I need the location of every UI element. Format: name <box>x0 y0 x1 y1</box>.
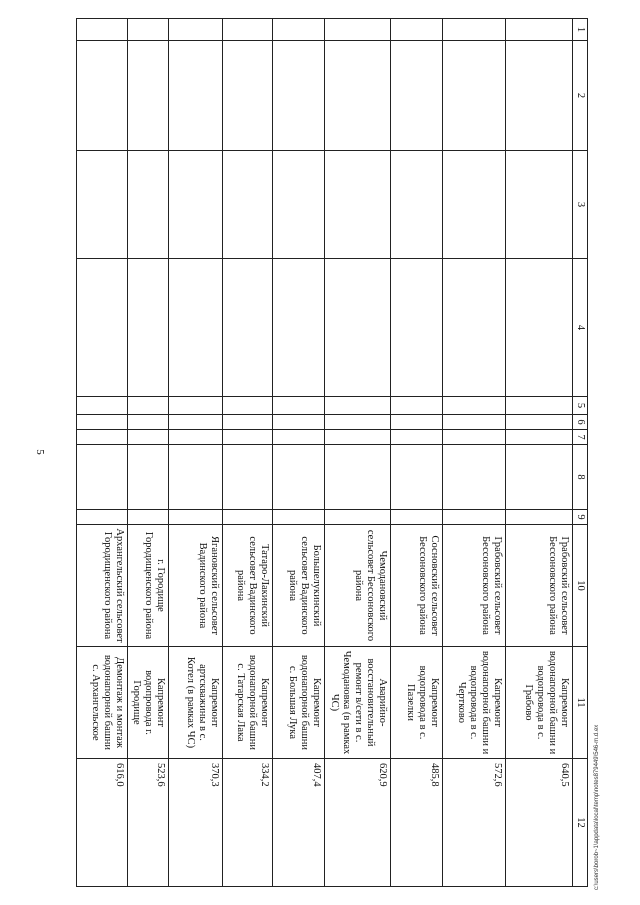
table-row <box>443 19 506 887</box>
table-row <box>127 19 168 887</box>
work-cell: Капремонт водопровода в с. Пазелки <box>391 647 443 759</box>
header-cell: 10 <box>573 525 588 647</box>
header-cell: 12 <box>573 759 588 887</box>
table-row <box>391 19 443 887</box>
district-cell: г. Городище Городищенского района <box>127 525 168 647</box>
table-row <box>223 19 273 887</box>
work-cell: Капремонт водонапорной башни с. Татарская Лака <box>223 647 273 759</box>
work-cell: Аварийно-восстановительный ремонт в/сети в с. Чемодановка (в рамках ЧС) <box>325 647 391 759</box>
work-cell: Демонтаж и монтаж водонапорной башни с. Архангельское <box>76 647 127 759</box>
district-cell: Татаро-Лакинский сельсовет Вадинского района <box>223 525 273 647</box>
header-cell: 4 <box>573 259 588 397</box>
amount-cell: 616,0 <box>76 759 127 887</box>
table-header-row <box>573 19 588 887</box>
amount-cell: 485,8 <box>391 759 443 887</box>
district-cell: Чемодановский сельсовет Бессоновского района <box>325 525 391 647</box>
work-cell: Капремонт водонапорной башни и водопровода в с. Грабово <box>506 647 573 759</box>
table-row <box>325 19 391 887</box>
header-cell: 5 <box>573 397 588 415</box>
page-number: 5 <box>34 449 46 455</box>
table-row <box>506 19 573 887</box>
amount-cell: 620,9 <box>325 759 391 887</box>
header-cell: 11 <box>573 647 588 759</box>
district-cell: Грабовский сельсовет Бессоновского района <box>443 525 506 647</box>
header-cell: 2 <box>573 41 588 151</box>
district-cell: Большелукинский сельсовет Вадинского района <box>273 525 325 647</box>
amount-cell: 640,5 <box>506 759 573 887</box>
work-cell: Капремонт артскважины в с. Котел (в рамках ЧС) <box>169 647 223 759</box>
district-cell: Архангельский сельсовет Городищенского района <box>76 525 127 647</box>
amount-cell: 523,6 <box>127 759 168 887</box>
header-cell: 7 <box>573 430 588 445</box>
amount-cell: 334,2 <box>223 759 273 887</box>
table-row <box>76 19 127 887</box>
amount-cell: 370,3 <box>169 759 223 887</box>
header-cell: 3 <box>573 151 588 259</box>
work-cell: Капремонт водонапорной башни с. Большая Лука <box>273 647 325 759</box>
district-cell: Ягановский сельсовет Вадинского района <box>169 525 223 647</box>
work-cell: Капремонт водонапорной башни и водопровода в с. Чертково <box>443 647 506 759</box>
amount-cell: 407,4 <box>273 759 325 887</box>
rotated-table-wrapper <box>78 18 588 886</box>
amount-cell: 572,6 <box>443 759 506 887</box>
district-cell: Сосновский сельсовет Бессоновского района <box>391 525 443 647</box>
header-cell: 1 <box>573 19 588 41</box>
table-row <box>169 19 223 887</box>
file-path-footer: c:\users\borob~1\appdata\local\temp\notes879449\546-m.d.ex <box>594 724 600 890</box>
work-cell: Капремонт водопровода г. Городище <box>127 647 168 759</box>
header-cell: 6 <box>573 415 588 430</box>
data-table <box>76 18 588 887</box>
header-cell: 9 <box>573 510 588 525</box>
header-cell: 8 <box>573 445 588 510</box>
table-row <box>273 19 325 887</box>
district-cell: Грабовский сельсовет Бессоновского района <box>506 525 573 647</box>
